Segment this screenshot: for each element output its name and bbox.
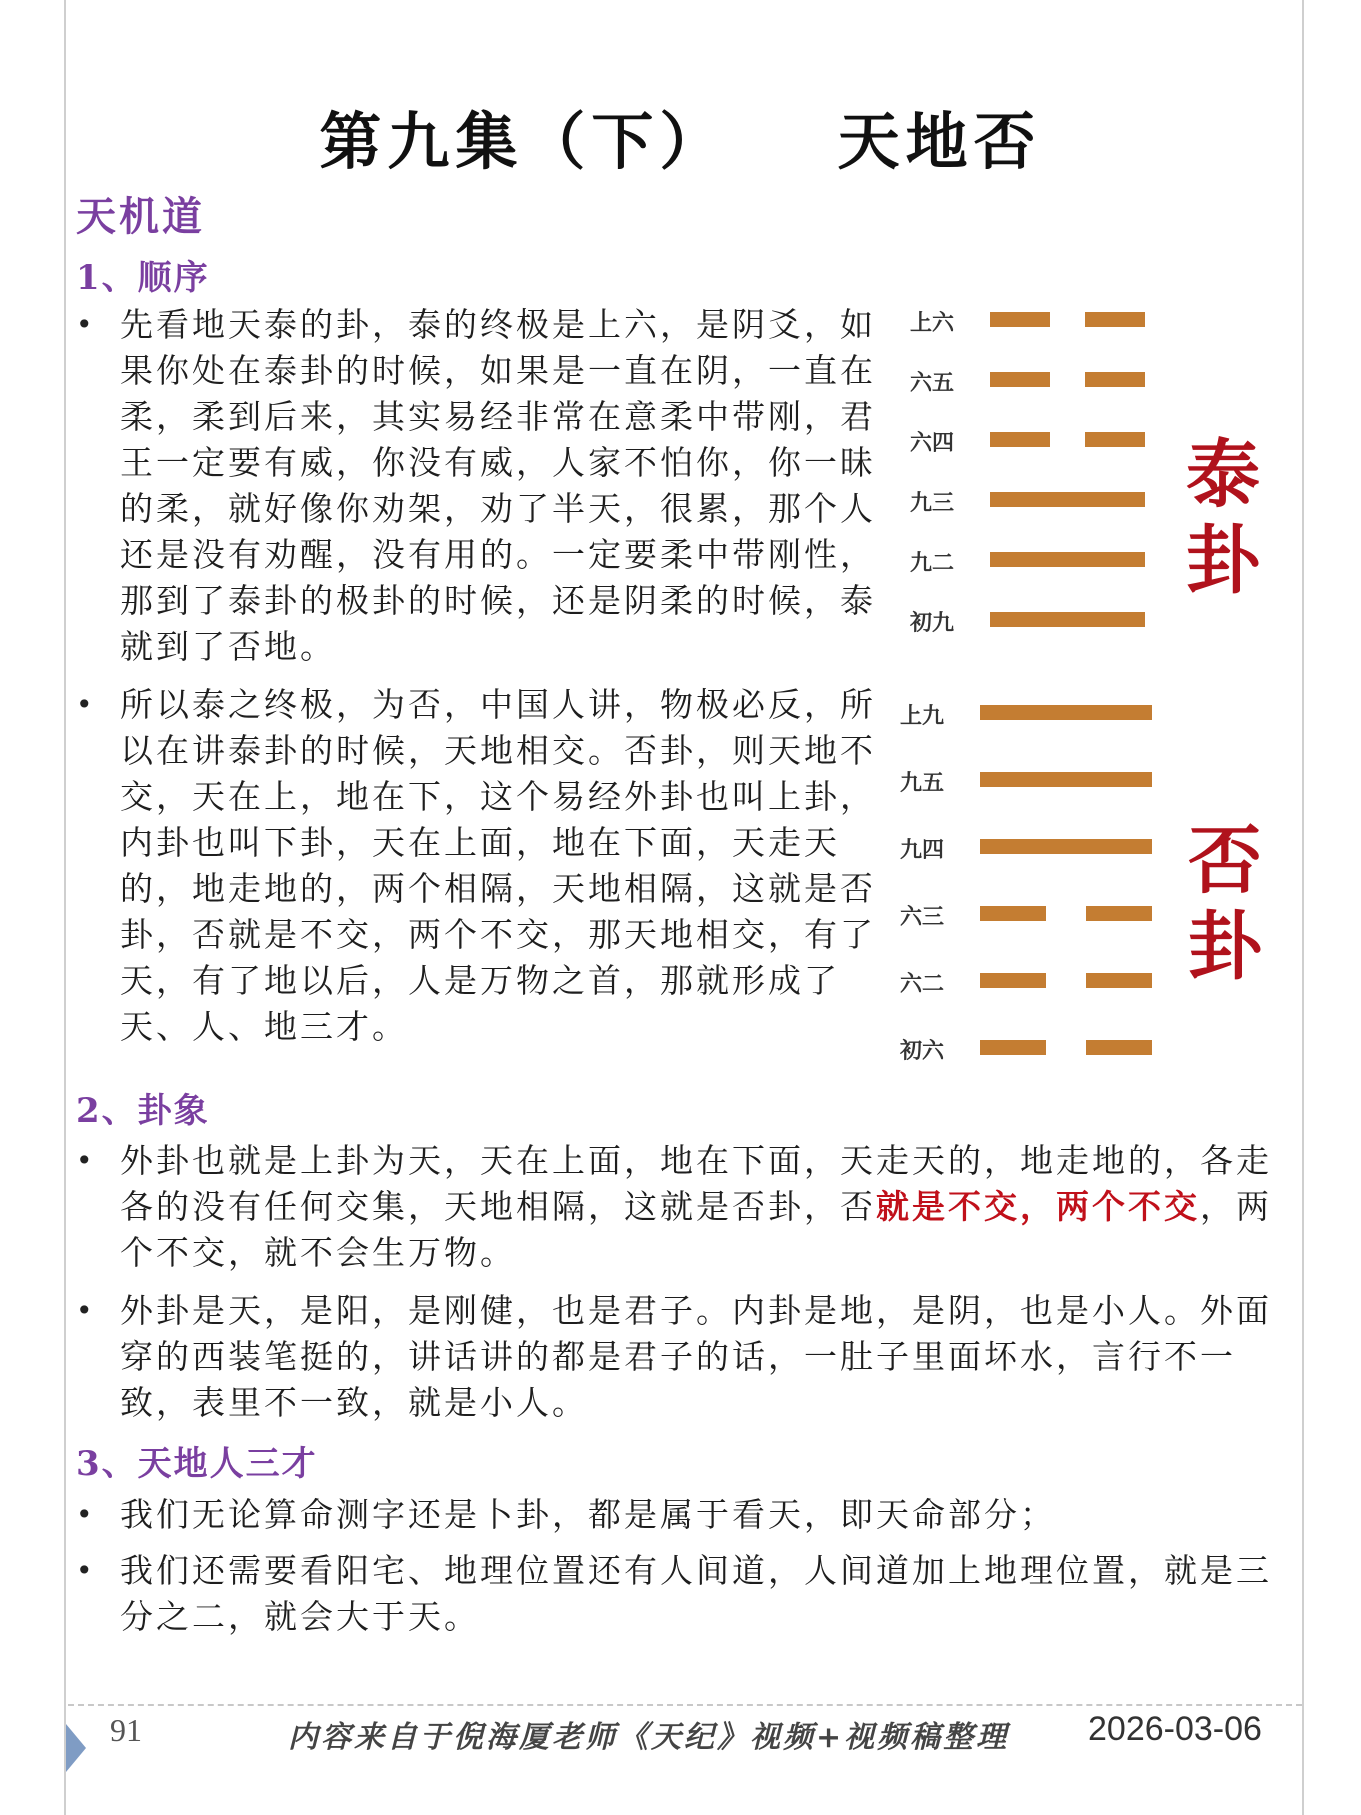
tai-hexagram	[910, 311, 1170, 636]
yang-line	[980, 705, 1152, 720]
line-label: 九二	[910, 551, 955, 576]
yang-line	[980, 839, 1152, 854]
sancai-list	[76, 1492, 1276, 1650]
yin-line-segment	[980, 906, 1046, 921]
yang-line	[990, 552, 1145, 567]
left-margin-rule	[64, 0, 66, 1815]
footer-divider	[68, 1704, 1302, 1706]
tai-name: 泰卦	[1186, 432, 1260, 604]
list-item: • 先看地天泰的卦，泰的终极是上六，是阴爻，如果你处在泰卦的时候，如果是一直在阴，一直在柔，柔到后来，其实易经非常在意柔中带刚，君王一定要有威，你没有威，人家不怕你，你一昧的柔，就好像你劝架，劝了半天，很累，那个人还是没有劝醒，没有用的。一定要柔中带刚性，那到了泰卦的极卦的时候，还是阴柔的时候，泰就到了否地。	[76, 302, 876, 670]
yin-line-segment	[1085, 432, 1145, 447]
list-item: • 我们无论算命测字还是卜卦，都是属于看天，即天命部分；	[76, 1492, 1276, 1538]
line-label: 六二	[900, 972, 945, 997]
yin-line-segment	[1085, 372, 1145, 387]
yang-line	[980, 772, 1152, 787]
subsection-image: 2、卦象	[76, 1091, 210, 1131]
list-item: • 所以泰之终极，为否，中国人讲，物极必反，所以在讲泰卦的时候，天地相交。否卦，则天地不交，天在上，地在下，这个易经外卦也叫上卦，内卦也叫下卦，天在上面，地在下面，天走天的，地走地的，两个相隔，天地相隔，这就是否卦，否就是不交，两个不交，那天地相交，有了天，有了地以后，人是万物之首，那就形成了天、人、地三才。	[76, 682, 876, 1050]
line-label: 上九	[900, 704, 945, 729]
line-label: 六五	[910, 371, 955, 396]
order-list	[76, 302, 876, 1062]
footer-source: 内容来自于倪海厦老师《天纪》视频+视频稿整理	[288, 1720, 1010, 1755]
line-label: 六三	[900, 905, 945, 930]
play-arrow-icon	[66, 1724, 86, 1772]
pi-hexagram	[900, 705, 1160, 1065]
line-label: 初六	[900, 1039, 945, 1064]
pi-name: 否卦	[1188, 818, 1262, 990]
line-label: 上六	[910, 311, 955, 336]
yin-line-segment	[1086, 1040, 1152, 1055]
line-label: 九五	[900, 771, 945, 796]
line-label: 九四	[900, 838, 945, 863]
highlight-text: 就是不交，两个不交	[876, 1187, 1200, 1226]
line-label: 初九	[910, 611, 955, 636]
image-list	[76, 1138, 1276, 1438]
page-title: 第九集（下） 天地否	[319, 105, 1042, 178]
section-title: 天机道	[76, 193, 205, 240]
list-item: • 我们还需要看阳宅、地理位置还有人间道，人间道加上地理位置，就是三分之二，就会大于天。	[76, 1548, 1276, 1640]
footer-date: 2026-03-06	[1088, 1710, 1262, 1748]
yin-line-segment	[990, 372, 1050, 387]
yin-line-segment	[1085, 312, 1145, 327]
line-label: 九三	[910, 491, 955, 516]
list-item: • 外卦是天，是阳，是刚健，也是君子。内卦是地，是阴，也是小人。外面穿的西装笔挺的，讲话讲的都是君子的话，一肚子里面坏水，言行不一致，表里不一致，就是小人。	[76, 1288, 1276, 1426]
yin-line-segment	[1086, 906, 1152, 921]
line-label: 六四	[910, 431, 955, 456]
right-margin-rule	[1302, 0, 1304, 1815]
page-number: 91	[110, 1712, 142, 1748]
yin-line-segment	[990, 312, 1050, 327]
yin-line-segment	[990, 432, 1050, 447]
yin-line-segment	[1086, 973, 1152, 988]
subsection-sancai: 3、天地人三才	[76, 1444, 318, 1484]
subsection-order: 1、顺序	[76, 258, 210, 298]
yang-line	[990, 612, 1145, 627]
yang-line	[990, 492, 1145, 507]
yin-line-segment	[980, 973, 1046, 988]
yin-line-segment	[980, 1040, 1046, 1055]
list-item: • 外卦也就是上卦为天，天在上面，地在下面，天走天的，地走地的，各走各的没有任何交集，天地相隔，这就是否卦，否就是不交，两个不交，两个不交，就不会生万物。	[76, 1138, 1276, 1276]
